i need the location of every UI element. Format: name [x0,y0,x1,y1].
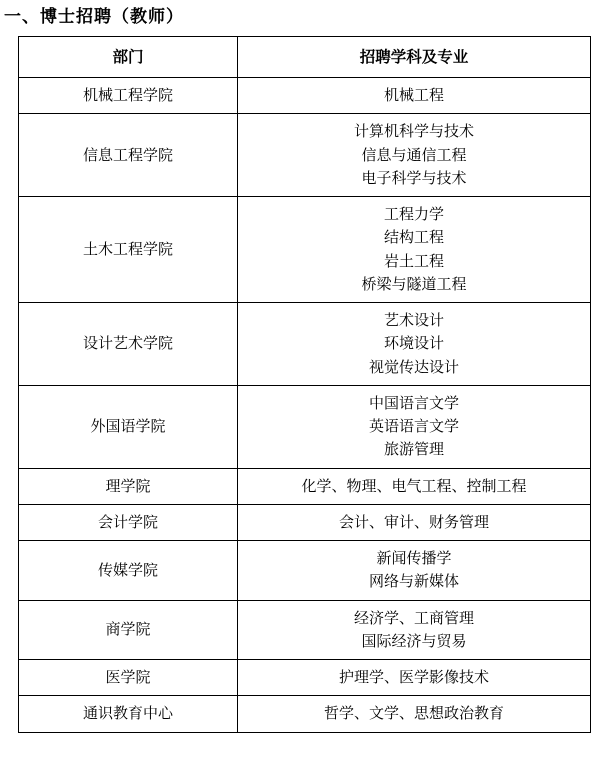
table-row [19,696,591,732]
major-line: 结构工程 [383,228,444,247]
table-row [19,78,591,114]
table-row [19,197,591,303]
cell-majors [238,114,591,197]
major-line: 会计、审计、财务管理 [338,512,489,531]
cell-majors [238,78,591,114]
cell-department: 理学院 [19,468,238,504]
cell-majors [238,468,591,504]
table-row [19,504,591,540]
column-header-department: 部门 [19,37,238,78]
cell-department: 通识教育中心 [19,696,238,732]
cell-majors [238,197,591,303]
major-line: 网络与新媒体 [368,572,459,591]
table-row [19,660,591,696]
table-row [19,468,591,504]
major-line: 桥梁与隧道工程 [361,274,467,293]
cell-department: 传媒学院 [19,541,238,601]
cell-majors [238,504,591,540]
major-line: 艺术设计 [383,311,444,330]
table-header [19,37,591,78]
major-line: 环境设计 [383,334,444,353]
major-line: 工程力学 [383,205,444,224]
page-title: 一、博士招聘（教师） [4,7,184,27]
major-line: 英语语言文学 [368,417,459,436]
cell-majors [238,303,591,386]
major-line: 经济学、工商管理 [353,608,474,627]
table-header-row [19,37,591,78]
major-line: 旅游管理 [383,440,444,459]
table-row [19,385,591,468]
cell-department: 商学院 [19,600,238,660]
major-line: 护理学、医学影像技术 [338,668,489,687]
major-line: 计算机科学与技术 [353,122,474,141]
table-body [19,78,591,733]
table-row [19,114,591,197]
cell-majors [238,660,591,696]
table-row [19,600,591,660]
major-line: 视觉传达设计 [368,357,459,376]
cell-department: 医学院 [19,660,238,696]
cell-department: 信息工程学院 [19,114,238,197]
major-line: 新闻传播学 [376,549,452,568]
cell-department: 土木工程学院 [19,197,238,303]
cell-majors [238,696,591,732]
column-header-majors: 招聘学科及专业 [238,37,591,78]
major-line: 岩土工程 [383,251,444,270]
table-row [19,303,591,386]
major-line: 电子科学与技术 [361,168,467,187]
recruitment-table [18,36,591,733]
major-line: 中国语言文学 [368,393,459,412]
table-row [19,541,591,601]
major-line: 哲学、文学、思想政治教育 [323,704,504,723]
major-line: 国际经济与贸易 [361,631,467,650]
major-line: 信息与通信工程 [361,145,467,164]
major-line: 化学、物理、电气工程、控制工程 [301,476,527,495]
cell-majors [238,541,591,601]
cell-majors [238,385,591,468]
cell-department: 设计艺术学院 [19,303,238,386]
cell-department: 外国语学院 [19,385,238,468]
cell-majors [238,600,591,660]
major-line: 机械工程 [383,86,444,105]
cell-department: 机械工程学院 [19,78,238,114]
cell-department: 会计学院 [19,504,238,540]
